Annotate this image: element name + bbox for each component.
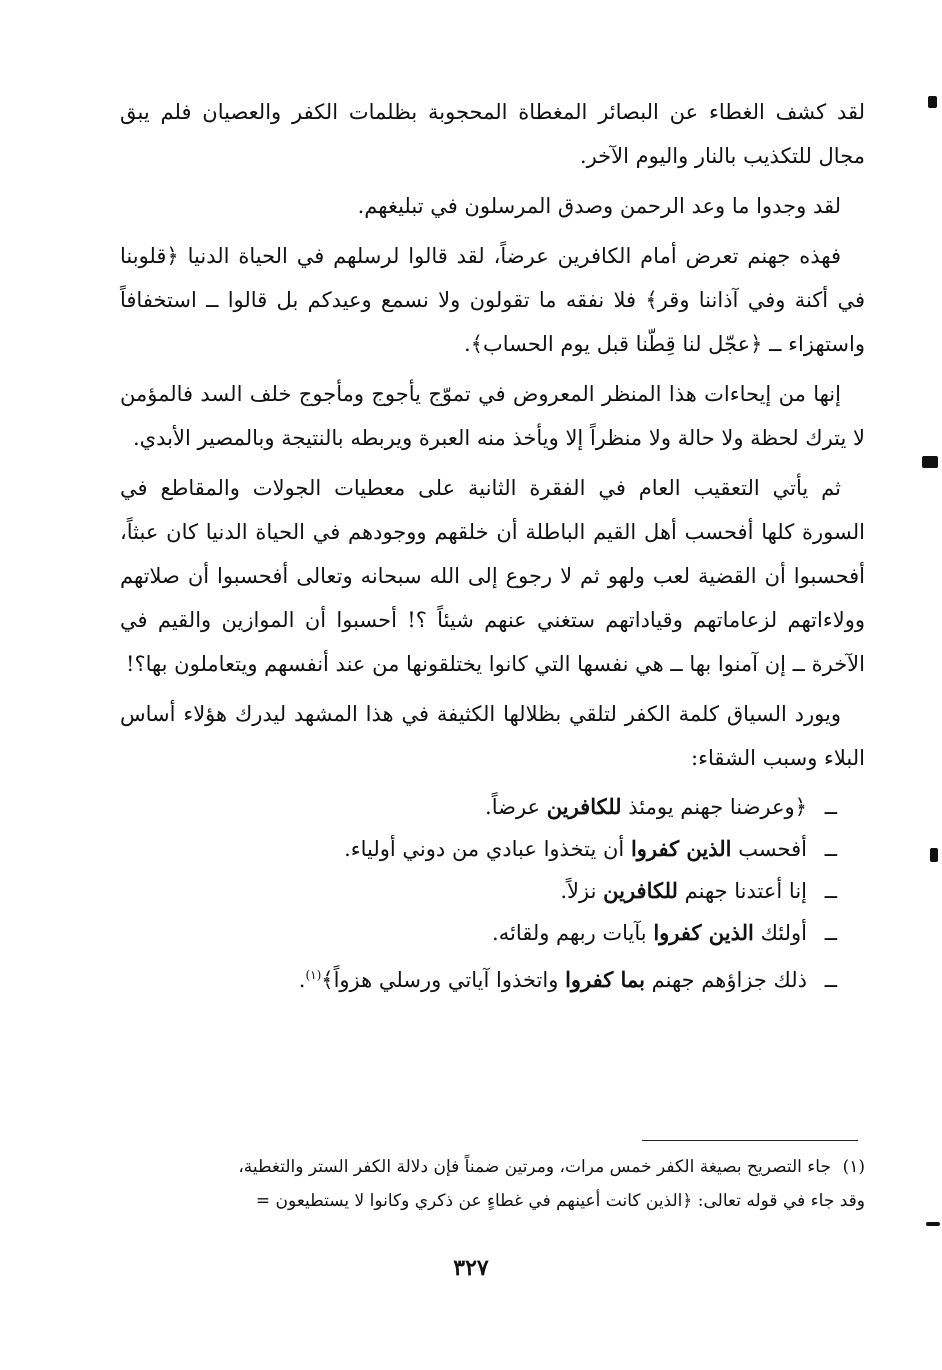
verse-item — [120, 870, 837, 912]
footnote-line-2: وقد جاء في قوله تعالى: ﴿الذين كانت أعينهم في غطاءٍ عن ذكري وكانوا لا يستطيعون = — [255, 1191, 865, 1211]
margin-mark-middle — [922, 456, 938, 468]
footnote-divider — [642, 1140, 858, 1141]
verse-dash: ــ — [824, 837, 837, 861]
verse-bold: للكافرين — [603, 878, 678, 903]
main-text — [120, 90, 865, 1001]
verse-dash: ــ — [824, 879, 837, 903]
verse-dash: ــ — [824, 968, 837, 992]
footnote-text: جاء التصريح بصيغة الكفر خمس مرات، ومرتين ضمناً فإن دلالة الكفر الستر والتغطية، — [238, 1157, 831, 1177]
paragraph-1: لقد كشف الغطاء عن البصائر المغطاة المحجوبة بظلمات الكفر والعصيان فلم يبق مجال للتكذيب بالنار واليوم الآخر. — [120, 100, 865, 168]
verse-text: أن يتخذوا عبادي من دوني أولياء. — [344, 837, 631, 861]
page-number: ٣٢٧ — [453, 1255, 489, 1281]
verse-bold: الذين كفروا — [630, 836, 732, 861]
verse-bold: للكافرين — [546, 794, 622, 819]
verse-text: نزلاً. — [560, 879, 604, 903]
verse-text: بآيات ربهم ولقائه. — [492, 921, 654, 945]
footnote-line-1 — [80, 1150, 865, 1184]
paragraph-6: ويورد السياق كلمة الكفر لتلقي بظلالها الكثيفة في هذا المشهد ليدرك هؤلاء أساس البلاء وسبب الشقاء: — [120, 702, 865, 770]
verse-text: ﴿وعرضنا جهنم يومئذ — [621, 795, 807, 819]
paragraph-5: ثم يأتي التعقيب العام في الفقرة الثانية على معطيات الجولات والمقاطع في السورة كلها أفحسب أهل القيم الباطلة أن خلقهم ووجودهم في الحياة الدنيا كان عبثاً، أفحسبوا أن القضية لعب ولهو ثم لا رجوع إلى الله سبحانه وتعالى أفحسبوا أن صلاتهم وولاءاتهم لزعاماتهم وقياداتهم ستغني عنهم شيئاً ؟! أحسبوا أن الموازين والقيم في الآخرة ــ إن آمنوا بها ــ هي نفسها التي كانوا يختلقونها من عند أنفسهم ويتعاملون بها؟! — [120, 476, 865, 676]
paragraph-4: إنها من إيحاءات هذا المنظر المعروض في تموّج يأجوج ومأجوج خلف السد فالمؤمن لا يترك لحظة ولا حالة ولا منظراً إلا ويأخذ منه العبرة ويربطه بالنتيجة وبالمصير الأبدي. — [120, 382, 865, 450]
verse-text: ذلك جزاؤهم جهنم — [644, 968, 807, 992]
verse-text: . — [298, 968, 306, 992]
footnote-ref[interactable]: (١) — [305, 968, 322, 982]
verse-item — [120, 786, 837, 828]
verse-list — [120, 786, 865, 1001]
verse-item — [120, 954, 837, 1001]
verse-text: إنا أعتدنا جهنم — [677, 879, 807, 903]
margin-mark-bottom — [926, 1222, 940, 1226]
margin-mark-top — [928, 96, 937, 108]
verse-dash: ــ — [824, 795, 837, 819]
verse-text: أولئك — [753, 921, 807, 945]
footnote-number: (١) — [842, 1157, 865, 1177]
verse-dash: ــ — [824, 921, 837, 945]
paragraph-2: لقد وجدوا ما وعد الرحمن وصدق المرسلون في تبليغهم. — [357, 194, 841, 218]
verse-item — [120, 912, 837, 954]
verse-text: عرضاً. — [485, 795, 547, 819]
footnotes — [80, 1150, 865, 1218]
paragraph-3: فهذه جهنم تعرض أمام الكافرين عرضاً، لقد قالوا لرسلهم في الحياة الدنيا ﴿قلوبنا في أكنة وفي آذاننا وقر﴾ فلا نفقه ما تقولون ولا نسمع وعيدكم بل قالوا ــ استخفافاً واستهزاء ــ ﴿عجّل لنا قِطّنا قبل يوم الحساب﴾. — [120, 244, 865, 356]
verse-item — [120, 828, 837, 870]
margin-mark-lower — [930, 848, 938, 862]
verse-bold: بما كفروا — [565, 967, 645, 992]
verse-text: أفحسب — [731, 837, 807, 861]
verse-bold: الذين كفروا — [653, 920, 754, 945]
verse-text: واتخذوا آياتي ورسلي هزواً﴾ — [321, 968, 566, 992]
